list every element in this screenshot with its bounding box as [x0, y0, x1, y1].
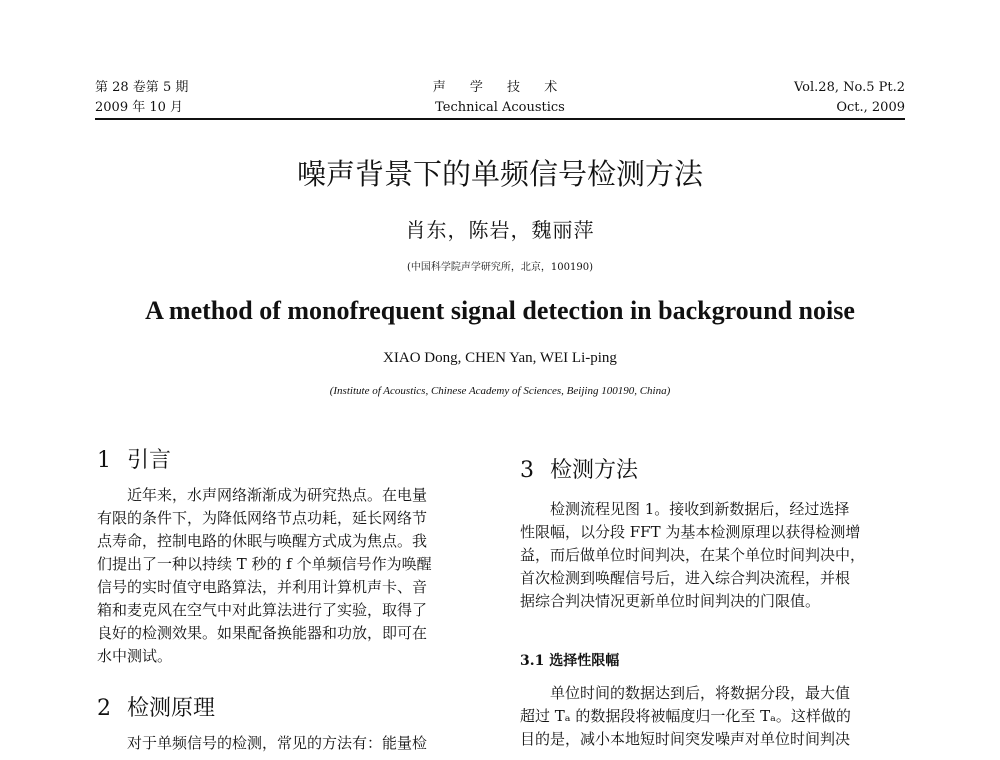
paper-title-en: A method of monofrequent signal detection in background noise [145, 296, 855, 325]
text-line: 们提出了一种以持续 T 秒的 f 个单频信号作为唤醒 [97, 555, 432, 573]
limiting-paragraph [520, 682, 915, 751]
section-title: 引言 [127, 448, 172, 473]
text-line: 性限幅，以分段 FFT 为基本检测原理以获得检测增 [520, 523, 861, 541]
journal-name-en: Technical Acoustics [435, 100, 565, 115]
intro-paragraph [97, 484, 492, 668]
text-line: 箱和麦克风在空气中对此算法进行了实验，取得了 [97, 601, 428, 619]
section-heading-principle [97, 694, 215, 724]
header-rule [95, 118, 905, 120]
text-line: 信号的实时值守电路算法，并利用计算机声卡、音 [97, 578, 428, 596]
authors-en: XIAO Dong, CHEN Yan, WEI Li-ping [383, 350, 617, 366]
journal-volume-info [95, 78, 188, 118]
section-number: 3 [520, 458, 534, 483]
text-line: 目的是，减小本地短时间突发噪声对单位时间判决 [520, 730, 851, 748]
section-title: 检测原理 [127, 696, 216, 721]
section-number: 1 [97, 448, 111, 473]
section-heading-intro [97, 446, 171, 476]
text-line: 对于单频信号的检测，常见的方法有：能量检 [127, 734, 428, 752]
section-heading-method [520, 456, 638, 486]
text-line: 单位时间的数据达到后，将数据分段，最大值 [550, 684, 851, 702]
principle-paragraph [97, 732, 492, 755]
text-line: 据综合判决情况更新单位时间判决的门限值。 [520, 592, 821, 610]
text-line: 水中测试。 [97, 647, 173, 665]
affiliation-cn: (中国科学院声学研究所，北京，100190) [407, 262, 593, 273]
subsection-heading-limiting: 3.1 选择性限幅 [520, 653, 620, 669]
journal-name [380, 78, 620, 118]
section-number: 2 [97, 696, 111, 721]
paper-title-cn: 噪声背景下的单频信号检测方法 [296, 157, 703, 191]
volume-issue: 第 28 卷第 5 期 [95, 80, 189, 95]
issue-date-en: Oct., 2009 [836, 100, 905, 115]
text-line: 益，而后做单位时间判决，在某个单位时间判决中， [520, 546, 866, 564]
journal-volume-info-en [794, 78, 905, 118]
issue-date: 2009 年 10 月 [95, 100, 184, 115]
volume-issue-en: Vol.28, No.5 Pt.2 [793, 80, 905, 95]
text-line: 点寿命，控制电路的休眠与唤醒方式成为焦点。我 [97, 532, 428, 550]
authors-cn: 肖东，陈岩，魏丽萍 [405, 218, 595, 242]
method-paragraph [520, 498, 915, 613]
journal-name-cn: 声 学 技 术 [432, 80, 568, 95]
text-line: 检测流程见图 1。接收到新数据后，经过选择 [550, 500, 850, 518]
text-line: 超过 Tₐ 的数据段将被幅度归一化至 Tₐ。这样做的 [520, 707, 851, 725]
text-line: 首次检测到唤醒信号后，进入综合判决流程，并根 [520, 569, 851, 587]
text-line: 有限的条件下，为降低网络节点功耗，延长网络节 [97, 509, 428, 527]
section-title: 检测方法 [550, 458, 639, 483]
text-line: 良好的检测效果。如果配备换能器和功放，即可在 [97, 624, 428, 642]
text-line: 近年来，水声网络渐渐成为研究热点。在电量 [127, 486, 428, 504]
affiliation-en: (Institute of Acoustics, Chinese Academy of Sciences, Beijing 100190, China) [329, 385, 671, 397]
